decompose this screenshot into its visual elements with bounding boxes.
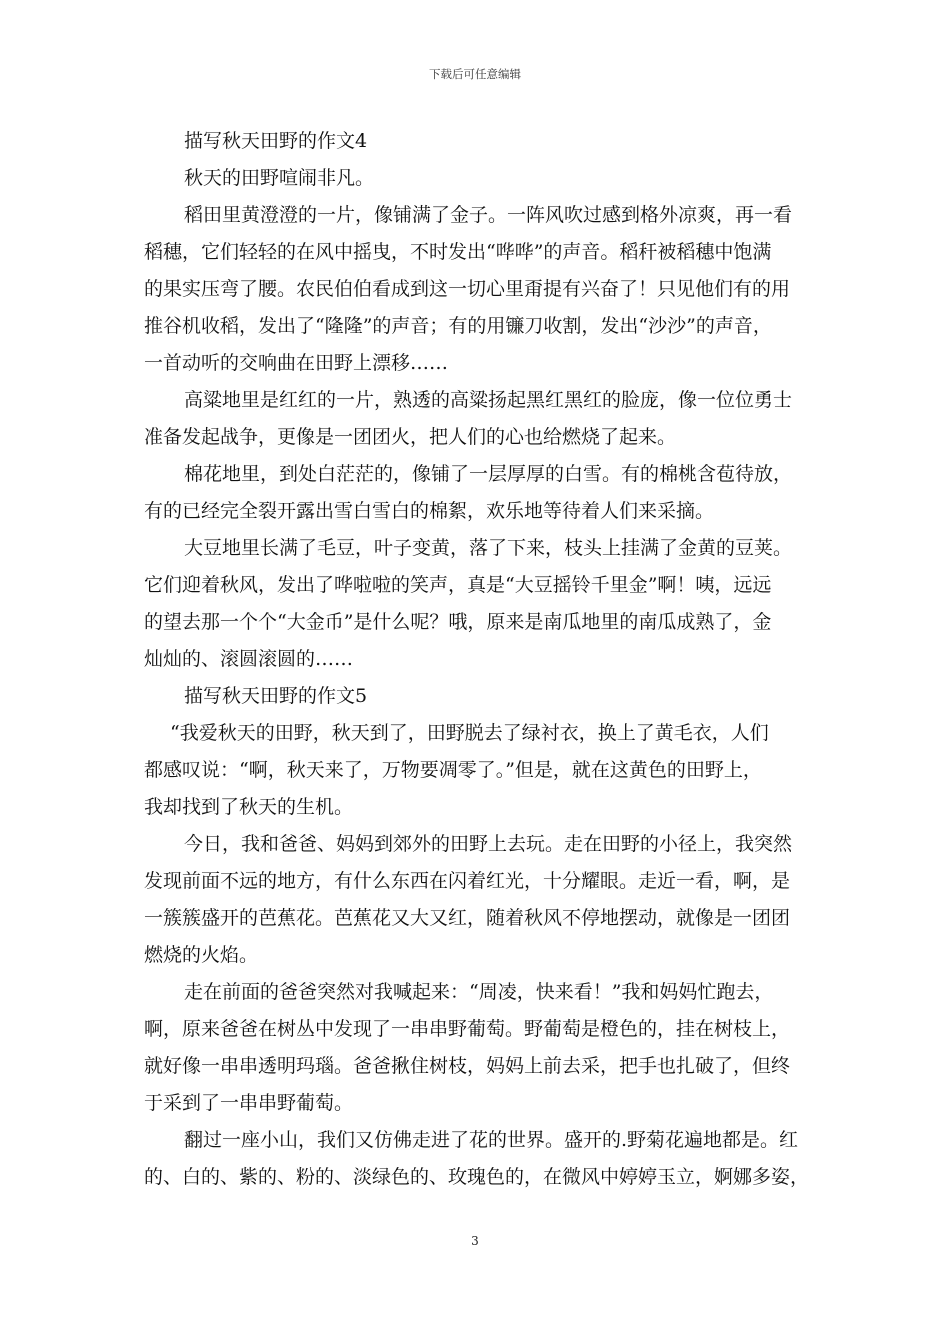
paragraph-line: 的果实压弯了腰。农民伯伯看成到这一切心里甭提有兴奋了！只见他们有的用 [144, 278, 791, 300]
paragraph-line: 的、白的、紫的、粉的、淡绿色的、玫瑰色的，在微风中婷婷玉立，婀娜多姿， [144, 1166, 810, 1188]
paragraph-line: 一首动听的交响曲在田野上漂移…… [144, 352, 449, 374]
paragraph-line: 发现前面不远的地方，有什么东西在闪着红光，十分耀眼。走近一看，啊，是 [144, 870, 791, 892]
paragraph-line: 有的已经完全裂开露出雪白雪白的棉絮，欢乐地等待着人们来采摘。 [144, 500, 715, 522]
paragraph-line: 的望去那一个个“大金币”是什么呢？哦，原来是南瓜地里的南瓜成熟了，金 [144, 611, 772, 633]
paragraph-line: 秋天的田野喧闹非凡。 [184, 167, 375, 189]
paragraph-line: 燃烧的火焰。 [144, 944, 259, 966]
section-heading: 描写秋天田野的作文4 [184, 130, 368, 152]
paragraph-line: “我爱秋天的田野，秋天到了，田野脱去了绿衬衣，换上了黄毛衣，人们 [170, 722, 769, 744]
paragraph-line: 走在前面的爸爸突然对我喊起来：“周凌，快来看！”我和妈妈忙跑去， [184, 981, 774, 1003]
paragraph-line: 稻穗，它们轻轻的在风中摇曳，不时发出“哗哗”的声音。稻秆被稻穗中饱满 [144, 241, 772, 263]
paragraph-line: 今日，我和爸爸、妈妈到郊外的田野上去玩。走在田野的小径上，我突然 [184, 833, 793, 855]
paragraph-line: 啊，原来爸爸在树丛中发现了一串串野葡萄。野葡萄是橙色的，挂在树枝上， [144, 1018, 791, 1040]
paragraph-line: 一簇簇盛开的芭蕉花。芭蕉花又大又红，随着秋风不停地摆动，就像是一团团 [144, 907, 791, 929]
paragraph-line: 就好像一串串透明玛瑙。爸爸揪住树枝，妈妈上前去采，把手也扎破了，但终 [144, 1055, 791, 1077]
paragraph-line: 大豆地里长满了毛豆，叶子变黄，落了下来，枝头上挂满了金黄的豆荚。 [184, 537, 793, 559]
page-header: 下载后可任意编辑 [429, 67, 521, 81]
paragraph-line: 高粱地里是红红的一片，熟透的高粱扬起黑红黑红的脸庞，像一位位勇士 [184, 389, 793, 411]
paragraph-line: 准备发起战争，更像是一团团火，把人们的心也给燃烧了起来。 [144, 426, 677, 448]
paragraph-line: 推谷机收稻，发出了“隆隆”的声音；有的用镰刀收割，发出“沙沙”的声音， [144, 315, 772, 337]
paragraph-line: 翻过一座小山，我们又仿佛走进了花的世界。盛开的.野菊花遍地都是。红 [184, 1129, 799, 1151]
paragraph-line: 灿灿的、滚圆滚圆的…… [144, 648, 354, 670]
paragraph-line: 于采到了一串串野葡萄。 [144, 1092, 354, 1114]
page-number: 3 [471, 1234, 479, 1248]
paragraph-line: 稻田里黄澄澄的一片，像铺满了金子。一阵风吹过感到格外凉爽，再一看 [184, 204, 793, 226]
paragraph-line: 棉花地里，到处白茫茫的，像铺了一层厚厚的白雪。有的棉桃含苞待放， [184, 463, 793, 485]
section-heading: 描写秋天田野的作文5 [184, 685, 368, 707]
paragraph-line: 我却找到了秋天的生机。 [144, 796, 354, 818]
paragraph-line: 它们迎着秋风，发出了哗啦啦的笑声，真是“大豆摇铃千里金”啊！咦，远远 [144, 574, 772, 596]
document-body [144, 123, 816, 1196]
paragraph-line: 都感叹说：“啊，秋天来了，万物要凋零了。”但是，就在这黄色的田野上， [144, 759, 762, 781]
